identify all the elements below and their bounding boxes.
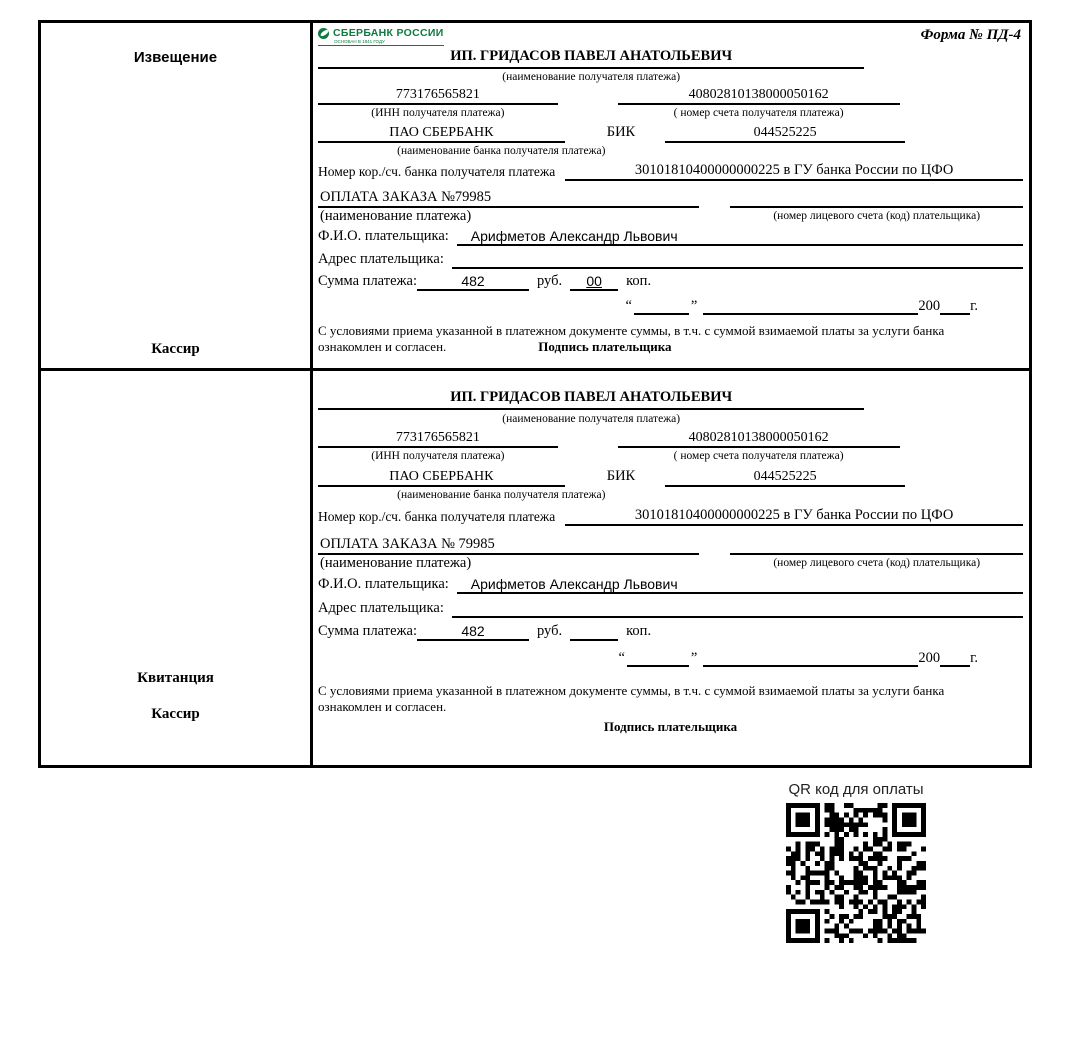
year-prefix: 200 xyxy=(918,298,941,314)
sberbank-logo-text: СБЕРБАНК РОССИИ xyxy=(333,27,444,39)
kop-unit-2: коп. xyxy=(626,623,652,639)
date-row xyxy=(318,297,978,315)
terms-line2: ознакомлен и согласен. xyxy=(318,339,447,354)
notice-section xyxy=(41,23,1029,371)
date-row-2 xyxy=(318,649,978,667)
payer-fio-row-2 xyxy=(318,576,1023,594)
payment-captions-row-2 xyxy=(318,557,1023,570)
date-quote-close-2: ” xyxy=(690,650,698,666)
account-value-2: 40802810138000050162 xyxy=(618,430,900,448)
terms-line2-2: ознакомлен и согласен. xyxy=(318,699,447,714)
kop-unit: коп. xyxy=(626,273,652,289)
payment-name-row-2 xyxy=(318,536,1023,555)
payer-fio-value-2: Арифметов Александр Львович xyxy=(457,576,1023,594)
sum-label-2: Сумма платежа: xyxy=(318,623,417,639)
payer-fio-value: Арифметов Александр Львович xyxy=(457,228,1023,246)
notice-header-row xyxy=(318,27,1023,46)
receipt-cashier-label: Кассир xyxy=(151,706,200,722)
payment-name-value-2: ОПЛАТА ЗАКАЗА № 79985 xyxy=(318,536,699,555)
receipt-stub xyxy=(41,371,313,765)
payer-fio-row xyxy=(318,228,1023,246)
sberbank-tagline: ОСНОВАН В 1841 ГОДУ xyxy=(334,39,385,44)
bank-bik-row xyxy=(318,124,1023,143)
personal-account-caption: (номер лицевого счета (код) плательщика) xyxy=(773,210,981,222)
bik-label-2: БИК xyxy=(606,468,636,484)
year-field xyxy=(940,297,970,315)
date-quote-open-2: “ xyxy=(618,650,625,666)
inn-value: 773176565821 xyxy=(318,87,558,105)
year-suffix-2: г. xyxy=(970,650,978,666)
bank-name-value-2: ПАО СБЕРБАНК xyxy=(318,469,565,487)
bik-value-2: 044525225 xyxy=(665,469,905,487)
payer-address-value xyxy=(452,251,1023,269)
sum-row xyxy=(318,273,1023,291)
year-field-2 xyxy=(940,649,970,667)
year-suffix: г. xyxy=(970,298,978,314)
account-caption: ( номер счета получателя платежа) xyxy=(673,107,844,119)
recipient-row xyxy=(318,48,1023,84)
receipt-title: Квитанция xyxy=(137,670,214,686)
form-number: Форма № ПД-4 xyxy=(920,27,1021,43)
date-day-field-2 xyxy=(627,649,689,667)
bik-label: БИК xyxy=(606,124,636,140)
payment-captions-row xyxy=(318,210,1023,223)
terms-block-2 xyxy=(318,683,1023,735)
sberbank-icon xyxy=(318,28,329,39)
date-quote-close: ” xyxy=(690,298,698,314)
bank-caption-2: (наименование банка получателя платежа) xyxy=(397,489,606,501)
sum-kop-value: 00 xyxy=(586,273,602,289)
payer-fio-label: Ф.И.О. плательщика: xyxy=(318,228,449,244)
inn-account-row-2 xyxy=(318,430,1023,448)
notice-cashier-label: Кассир xyxy=(151,341,200,357)
payer-address-label-2: Адрес плательщика: xyxy=(318,600,444,616)
recipient-name-2: ИП. ГРИДАСОВ ПАВЕЛ АНАТОЛЬЕВИЧ xyxy=(318,389,864,410)
corr-account-label-2: Номер кор./сч. банка получателя платежа xyxy=(318,509,556,524)
recipient-row-2 xyxy=(318,389,1023,426)
payment-caption: (наименование платежа) xyxy=(320,208,472,224)
payer-signature-label: Подпись плательщика xyxy=(538,339,672,354)
payer-signature-label-2: Подпись плательщика xyxy=(603,719,738,734)
rub-unit-2: руб. xyxy=(537,623,563,639)
qr-code xyxy=(786,803,926,943)
sum-rub-value-2: 482 xyxy=(417,623,529,641)
inn-account-captions xyxy=(318,107,1023,120)
payer-address-label: Адрес плательщика: xyxy=(318,251,444,267)
inn-caption: (ИНН получателя платежа) xyxy=(371,107,505,119)
bik-value: 044525225 xyxy=(665,125,905,143)
sum-rub-value: 482 xyxy=(417,273,529,291)
personal-account-caption-2: (номер лицевого счета (код) плательщика) xyxy=(773,557,981,569)
payment-name-value: ОПЛАТА ЗАКАЗА №79985 xyxy=(318,189,699,208)
notice-content xyxy=(313,23,1029,368)
corr-account-value-2: 30101810400000000225 в ГУ банка России по ЦФО xyxy=(565,507,1023,526)
bank-caption-row xyxy=(318,145,1023,158)
receipt-content xyxy=(313,371,1029,765)
corr-account-value: 30101810400000000225 в ГУ банка России по ЦФО xyxy=(565,162,1023,181)
rub-unit: руб. xyxy=(537,273,563,289)
inn-caption-2: (ИНН получателя платежа) xyxy=(371,450,505,462)
pd4-form xyxy=(38,20,1032,768)
sberbank-logo xyxy=(318,27,444,46)
corr-account-label: Номер кор./сч. банка получателя платежа xyxy=(318,164,556,179)
account-value: 40802810138000050162 xyxy=(618,87,900,105)
personal-account-field xyxy=(730,190,1023,208)
terms-line1-2: С условиями приема указанной в платежном документе суммы, в т.ч. с суммой взимаемой платы за услуги банка xyxy=(318,683,945,698)
bank-caption-row-2 xyxy=(318,489,1023,502)
inn-account-row xyxy=(318,87,1023,105)
payer-address-value-2 xyxy=(452,600,1023,618)
date-month-field-2 xyxy=(703,649,918,667)
inn-value-2: 773176565821 xyxy=(318,430,558,448)
recipient-name: ИП. ГРИДАСОВ ПАВЕЛ АНАТОЛЬЕВИЧ xyxy=(318,48,864,69)
date-day-field xyxy=(634,297,689,315)
terms-block xyxy=(318,323,1023,355)
payer-address-row-2 xyxy=(318,600,1023,618)
qr-label: QR код для оплаты xyxy=(788,781,924,798)
bank-caption: (наименование банка получателя платежа) xyxy=(397,145,606,157)
personal-account-field-2 xyxy=(730,537,1023,555)
bank-name-value: ПАО СБЕРБАНК xyxy=(318,125,565,143)
corr-account-row-2 xyxy=(318,507,1023,526)
recipient-caption-2: (наименование получателя платежа) xyxy=(502,413,681,425)
inn-account-captions-2 xyxy=(318,450,1023,463)
payment-caption-2: (наименование платежа) xyxy=(320,555,472,571)
payment-name-row xyxy=(318,189,1023,208)
year-prefix-2: 200 xyxy=(918,650,941,666)
sum-row-2 xyxy=(318,623,1023,641)
corr-account-row xyxy=(318,162,1023,181)
recipient-caption: (наименование получателя платежа) xyxy=(502,71,681,83)
qr-block xyxy=(778,781,934,943)
sum-label: Сумма платежа: xyxy=(318,273,417,289)
bank-bik-row-2 xyxy=(318,468,1023,487)
date-month-field xyxy=(703,297,918,315)
date-quote-open: “ xyxy=(625,298,632,314)
terms-line1: С условиями приема указанной в платежном документе суммы, в т.ч. с суммой взимаемой платы за услуги банка xyxy=(318,323,945,338)
payer-fio-label-2: Ф.И.О. плательщика: xyxy=(318,576,449,592)
payer-address-row xyxy=(318,251,1023,269)
account-caption-2: ( номер счета получателя платежа) xyxy=(673,450,844,462)
notice-title: Извещение xyxy=(133,49,218,66)
notice-stub xyxy=(41,23,313,368)
receipt-section xyxy=(41,371,1029,765)
